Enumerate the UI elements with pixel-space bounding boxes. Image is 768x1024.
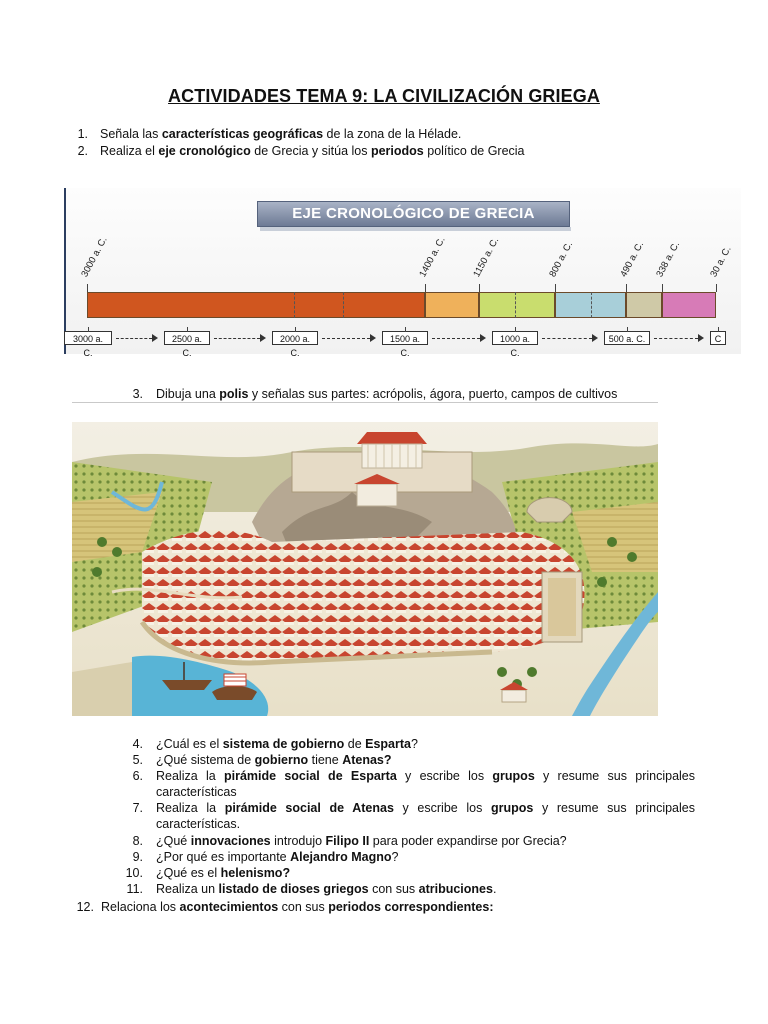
scale-box: 2500 a. C. <box>164 331 210 345</box>
question-number: 2. <box>77 144 88 158</box>
bold-text: atribuciones <box>418 882 493 896</box>
question-body <box>100 126 461 142</box>
question-number: 12. <box>76 900 94 914</box>
question-text: ¿Qué <box>156 834 191 848</box>
question-body <box>156 768 695 784</box>
period-date-label: 1400 a. C. <box>417 235 448 279</box>
bold-text: pirámide social de Esparta <box>223 769 397 783</box>
question-text: y escribe los <box>396 769 493 783</box>
question-number: 8. <box>132 834 143 848</box>
question-text: Realiza un <box>156 882 219 896</box>
bold-text: listado de dioses griegos <box>218 882 369 896</box>
question-body <box>101 899 494 915</box>
question-text: Relaciona los <box>101 900 180 914</box>
date-tick <box>87 284 88 292</box>
question-continuation: características <box>156 785 237 799</box>
arrow-line <box>322 338 370 339</box>
question-number: 5. <box>132 753 143 767</box>
scale-tick <box>627 327 628 332</box>
timeline-banner: EJE CRONOLÓGICO DE GRECIA <box>257 201 570 227</box>
question-text: político de Grecia <box>423 144 525 158</box>
question-body <box>156 736 418 752</box>
scale-tick <box>405 327 406 332</box>
question-text: para poder expandirse por Grecia? <box>369 834 567 848</box>
period-date-label: 3000 a. C. <box>79 235 110 279</box>
question-body <box>156 865 290 881</box>
question-text: y resume sus principales <box>534 769 695 783</box>
bold-text: periodos correspondientes: <box>328 900 494 914</box>
polis-svg <box>72 422 658 716</box>
arrow-head-icon <box>260 334 266 342</box>
arrow-line <box>116 338 152 339</box>
question-text: y escribe los <box>393 801 491 815</box>
left-border <box>64 188 66 354</box>
bold-text: pirámide social de Atenas <box>224 801 394 815</box>
bold-text: Alejandro Magno <box>290 850 392 864</box>
century-dashed-line <box>294 292 295 318</box>
bold-text: Filipo II <box>325 834 370 848</box>
page-title: ACTIVIDADES TEMA 9: LA CIVILIZACIÓN GRIEGA <box>168 86 600 106</box>
timeline-period-segment <box>626 292 662 318</box>
question-text: Señala las <box>100 127 162 141</box>
question-text: ¿Qué sistema de <box>156 753 255 767</box>
scale-box: 500 a. C. <box>604 331 650 345</box>
arrow-head-icon <box>592 334 598 342</box>
period-date-label: 338 a. C. <box>654 239 683 279</box>
period-date-label: 30 a. C. <box>708 244 734 279</box>
question-body <box>156 800 695 816</box>
century-dashed-line <box>343 292 344 318</box>
bold-text: gobierno <box>254 753 309 767</box>
question-body <box>100 143 525 159</box>
scale-tick <box>88 327 89 332</box>
question-body <box>156 386 617 402</box>
greek-polis-illustration <box>72 422 658 716</box>
question-text: tiene <box>308 753 343 767</box>
date-tick <box>425 284 426 292</box>
chronological-axis-image <box>64 188 741 358</box>
question-body <box>156 752 392 768</box>
bold-text: helenismo? <box>220 866 291 880</box>
question-number: 6. <box>132 769 143 783</box>
period-date-label: 800 a. C. <box>547 239 576 279</box>
period-date-label: 490 a. C. <box>618 239 647 279</box>
arrow-line <box>654 338 698 339</box>
question-text: Realiza el <box>100 144 159 158</box>
arrow-head-icon <box>152 334 158 342</box>
question-text: de <box>344 737 366 751</box>
period-date-label: 1150 a. C. <box>471 235 502 279</box>
date-tick <box>479 284 480 292</box>
question-number: 4. <box>132 737 143 751</box>
date-tick <box>626 284 627 292</box>
arrow-head-icon <box>698 334 704 342</box>
question-body <box>156 849 398 865</box>
date-tick <box>555 284 556 292</box>
banner-shadow <box>260 227 571 231</box>
date-tick <box>716 284 717 292</box>
century-dashed-line <box>515 292 516 318</box>
question-text: y señalas sus partes: acrópolis, ágora, puerto, campos de cultivos <box>248 387 618 401</box>
question-number: 1. <box>77 127 88 141</box>
question-text: Realiza la <box>156 801 225 815</box>
bold-text: innovaciones <box>190 834 271 848</box>
question-text: . <box>492 882 497 896</box>
question-body <box>156 881 496 897</box>
question-text: ¿Por qué es importante <box>156 850 291 864</box>
bold-text: periodos <box>370 144 424 158</box>
bold-text: Atenas? <box>342 753 392 767</box>
arrow-line <box>542 338 592 339</box>
scale-box: 3000 a. C. <box>64 331 112 345</box>
divider <box>72 402 658 403</box>
arrow-line <box>432 338 480 339</box>
scale-box: 1000 a. C. <box>492 331 538 345</box>
bold-text: eje cronológico <box>158 144 251 158</box>
arrow-head-icon <box>480 334 486 342</box>
scale-tick <box>718 327 719 332</box>
bold-text: grupos <box>490 801 534 815</box>
scale-tick <box>295 327 296 332</box>
timeline-period-segment <box>425 292 479 318</box>
question-text: ? <box>391 850 399 864</box>
bold-text: acontecimientos <box>179 900 279 914</box>
scale-box: 1500 a. C. <box>382 331 428 345</box>
question-text: ? <box>410 737 418 751</box>
arrow-head-icon <box>370 334 376 342</box>
bold-text: características geográficas <box>161 127 324 141</box>
question-number: 3. <box>132 387 143 401</box>
question-number: 11. <box>126 882 143 896</box>
question-text: Dibuja una <box>156 387 220 401</box>
scale-box: 2000 a. C. <box>272 331 318 345</box>
timeline-period-segment <box>479 292 555 318</box>
question-text: de la zona de la Hélade. <box>323 127 462 141</box>
question-text: introdujo <box>270 834 326 848</box>
question-text: con sus <box>278 900 329 914</box>
question-body <box>156 833 567 849</box>
question-number: 9. <box>132 850 143 864</box>
bold-text: grupos <box>492 769 535 783</box>
bold-text: polis <box>219 387 249 401</box>
question-continuation: características. <box>156 817 241 831</box>
arrow-line <box>214 338 260 339</box>
question-text: y resume sus principales <box>533 801 695 815</box>
date-tick <box>662 284 663 292</box>
question-text: de Grecia y sitúa los <box>250 144 371 158</box>
scale-box: C <box>710 331 726 345</box>
timeline-period-segment <box>87 292 425 318</box>
scale-tick <box>187 327 188 332</box>
question-number: 10. <box>125 866 143 880</box>
scale-tick <box>515 327 516 332</box>
question-text: ¿Qué es el <box>156 866 221 880</box>
question-number: 7. <box>132 801 143 815</box>
question-text: ¿Cuál es el <box>156 737 223 751</box>
timeline-period-segment <box>662 292 716 318</box>
bold-text: Esparta <box>365 737 411 751</box>
question-text: Realiza la <box>156 769 224 783</box>
bold-text: sistema de gobierno <box>222 737 345 751</box>
century-dashed-line <box>591 292 592 318</box>
question-text: con sus <box>368 882 419 896</box>
